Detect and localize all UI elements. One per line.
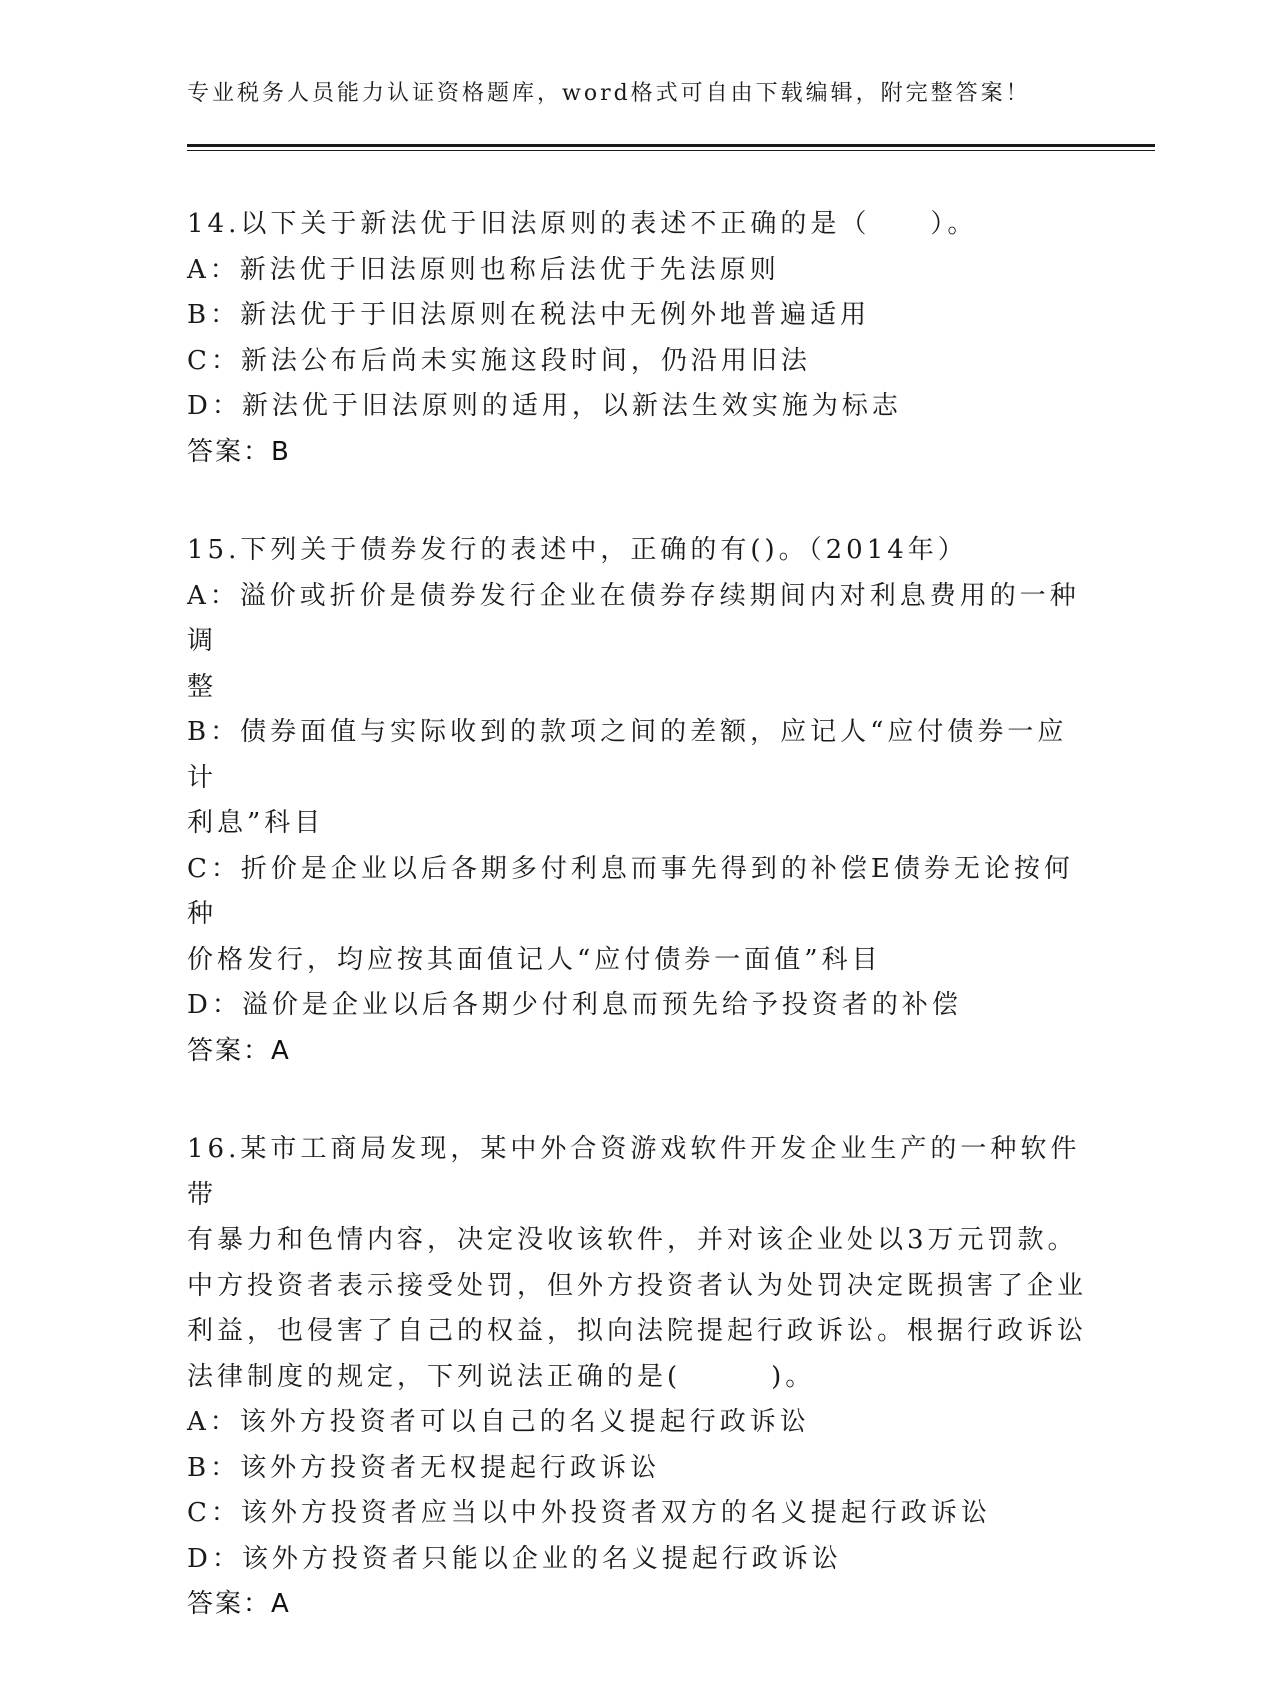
question-stem-continued: 利益，也侵害了自己的权益，拟向法院提起行政诉讼。根据行政诉讼 (187, 1316, 1088, 1346)
question-stem: 16.某市工商局发现，某中外合资游戏软件开发企业生产的一种软件带 (187, 1134, 1081, 1210)
question-16 (187, 1127, 1087, 1628)
option-d: D：溢价是企业以后各期少付利息而预先给予投资者的补偿 (187, 990, 962, 1020)
option-c: C：该外方投资者应当以中外投资者双方的名义提起行政诉讼 (187, 1498, 991, 1528)
option-a-continued: 整 (187, 671, 218, 702)
option-a: A：新法优于旧法原则也称后法优于先法原则 (187, 254, 780, 285)
header-rule-thin (187, 150, 1155, 151)
option-a: A：该外方投资者可以自己的名义提起行政诉讼 (187, 1407, 810, 1437)
option-d: D：该外方投资者只能以企业的名义提起行政诉讼 (187, 1543, 842, 1574)
option-b: B：该外方投资者无权提起行政诉讼 (187, 1452, 661, 1483)
question-15 (187, 528, 1087, 1074)
option-c-continued: 价格发行，均应按其面值记人“应付债券一面值”科目 (187, 944, 882, 975)
header-rule-thick (187, 144, 1155, 147)
option-d: D：新法优于旧法原则的适用，以新法生效实施为标志 (187, 391, 902, 421)
question-stem-continued: 法律制度的规定，下列说法正确的是( )。 (187, 1361, 816, 1392)
option-b: B：债券面值与实际收到的款项之间的差额，应记人“应付债券一应计 (187, 717, 1068, 793)
answer: 答案：A (187, 1589, 291, 1619)
question-stem: 15.下列关于债券发行的表述中，正确的有()。（2014年） (187, 535, 968, 565)
option-c: C：新法公布后尚未实施这段时间，仍沿用旧法 (187, 345, 811, 376)
answer: 答案：B (187, 436, 291, 467)
question-stem-continued: 中方投资者表示接受处罚，但外方投资者认为处罚决定既损害了企业 (187, 1270, 1088, 1301)
question-stem-continued: 有暴力和色情内容，决定没收该软件，并对该企业处以3万元罚款。 (187, 1225, 1078, 1255)
question-list (187, 202, 1087, 1681)
option-b-continued: 利息”科目 (187, 808, 325, 838)
option-b: B：新法优于于旧法原则在税法中无例外地普遍适用 (187, 300, 871, 330)
question-14 (187, 202, 1087, 475)
option-a: A：溢价或折价是债券发行企业在债券存续期间内对利息费用的一种调 (187, 580, 1080, 656)
question-stem: 14.以下关于新法优于旧法原则的表述不正确的是（ ）。 (187, 209, 978, 239)
answer: 答案：A (187, 1035, 291, 1066)
page-header: 专业税务人员能力认证资格题库，word格式可自由下载编辑，附完整答案！ (187, 81, 1031, 106)
option-c: C：折价是企业以后各期多付利息而事先得到的补偿E债券无论按何种 (187, 853, 1074, 929)
